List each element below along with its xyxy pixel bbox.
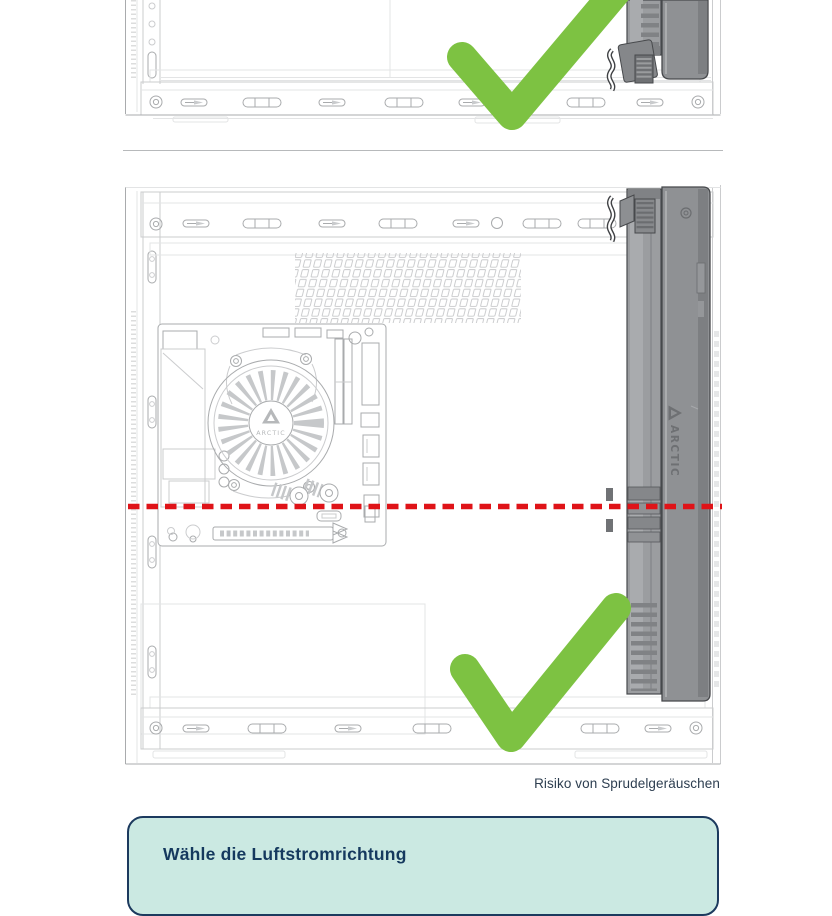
pump-fitting [620, 195, 634, 227]
callout-title: Wähle die Luftstromrichtung [163, 844, 407, 864]
pump-logo-text: ARCTIC [256, 430, 286, 437]
figure-panel-top [123, 0, 723, 150]
radiator-logo-text: ARCTIC [668, 425, 680, 478]
figure-panel-main [123, 151, 723, 768]
radiator-assembly-partial [609, 0, 708, 90]
figure-stack [123, 0, 723, 769]
pc-case-diagram-main [123, 151, 723, 768]
check-icon [465, 608, 616, 737]
motherboard [158, 324, 386, 546]
pc-case-diagram-partial [123, 0, 723, 150]
callout-box [127, 816, 719, 916]
figure-caption: Risiko von Sprudelgeräuschen [534, 776, 720, 791]
vent-grid [295, 253, 521, 323]
